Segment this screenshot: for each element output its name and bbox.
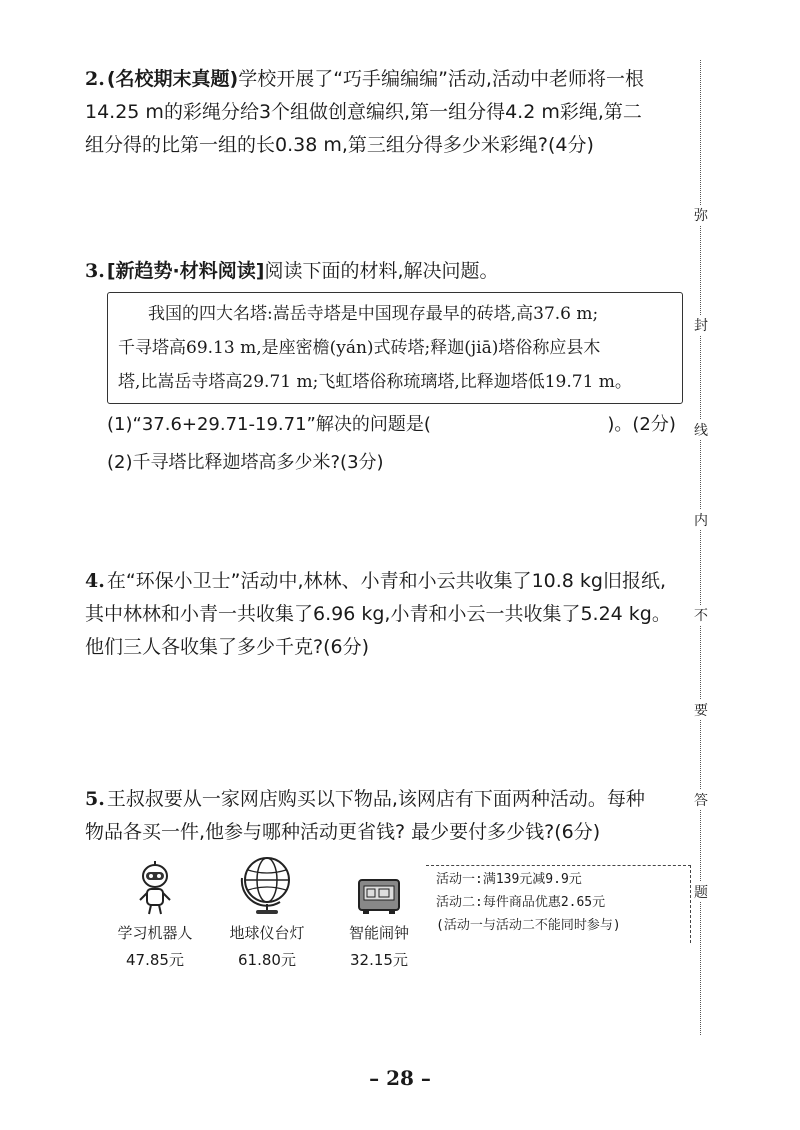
page-number: – 28 – bbox=[369, 1066, 431, 1090]
product-globe-lamp bbox=[212, 858, 322, 970]
seal-char: 线 bbox=[691, 420, 711, 440]
seal-char: 不 bbox=[691, 605, 711, 625]
reading-passage bbox=[107, 292, 683, 404]
question-number: 4. bbox=[85, 570, 105, 592]
question-5 bbox=[85, 783, 645, 849]
seal-char: 内 bbox=[691, 510, 711, 530]
question-text: 王叔叔要从一家网店购买以下物品,该网店有下面两种活动。每种 bbox=[106, 788, 645, 810]
question-number: 2. bbox=[85, 68, 105, 90]
sub-question-2: (2)千寻塔比释迦塔高多少米?(3分) bbox=[107, 452, 384, 473]
seal-char: 答 bbox=[691, 790, 711, 810]
passage-line: 千寻塔高69.13 m,是座密檐(yán)式砖塔;释迦(jiā)塔俗称应县木 bbox=[118, 338, 601, 358]
question-number: 3. bbox=[85, 260, 105, 282]
question-text: 组分得的比第一组的长0.38 m,第三组分得多少米彩绳?(4分) bbox=[85, 134, 594, 156]
question-tag: [新趋势·材料阅读] bbox=[106, 260, 265, 282]
alarm-clock-icon bbox=[324, 858, 434, 916]
activity-box bbox=[426, 865, 691, 943]
question-text: 学校开展了“巧手编编编”活动,活动中老师将一根 bbox=[238, 68, 644, 90]
sub-question-points: )。(2分) bbox=[607, 414, 676, 435]
seal-char: 题 bbox=[691, 882, 711, 902]
question-text: 在“环保小卫士”活动中,林林、小青和小云共收集了10.8 kg旧报纸, bbox=[106, 570, 667, 592]
product-price: 32.15元 bbox=[350, 951, 408, 969]
question-text: 其中林林和小青一共收集了6.96 kg,小青和小云一共收集了5.24 kg。 bbox=[85, 603, 671, 625]
product-price: 61.80元 bbox=[238, 951, 296, 969]
product-price: 47.85元 bbox=[126, 951, 184, 969]
seal-char: 弥 bbox=[691, 205, 711, 225]
question-3 bbox=[85, 255, 498, 288]
product-name: 智能闹钟 bbox=[348, 924, 409, 942]
question-number: 5. bbox=[85, 788, 105, 810]
activity-note: (活动一与活动二不能同时参与) bbox=[436, 918, 621, 933]
question-4 bbox=[85, 565, 671, 664]
product-name: 地球仪台灯 bbox=[229, 924, 305, 942]
question-tag: (名校期末真题) bbox=[106, 68, 239, 90]
question-text: 14.25 m的彩绳分给3个组做创意编织,第一组分得4.2 m彩绳,第二 bbox=[85, 101, 642, 123]
product-robot bbox=[100, 858, 210, 970]
globe-icon bbox=[212, 858, 322, 916]
question-text: 他们三人各收集了多少千克?(6分) bbox=[85, 636, 369, 658]
activity-line: 活动二:每件商品优惠2.65元 bbox=[436, 895, 606, 910]
passage-line: 我国的四大名塔:嵩岳寺塔是中国现存最早的砖塔,高37.6 m; bbox=[148, 304, 599, 324]
question-text: 阅读下面的材料,解决问题。 bbox=[264, 260, 499, 282]
sub-question-1 bbox=[107, 410, 676, 440]
passage-line: 塔,比嵩岳寺塔高29.71 m;飞虹塔俗称琉璃塔,比释迦塔低19.71 m。 bbox=[118, 372, 632, 392]
robot-icon bbox=[100, 858, 210, 916]
activity-line: 活动一:满139元减9.9元 bbox=[436, 872, 582, 887]
seal-char: 要 bbox=[691, 700, 711, 720]
question-2 bbox=[85, 63, 644, 162]
sub-question-text: (1)“37.6+29.71-19.71”解决的问题是( bbox=[107, 414, 431, 435]
question-text: 物品各买一件,他参与哪种活动更省钱? 最少要付多少钱?(6分) bbox=[85, 821, 601, 843]
product-alarm-clock bbox=[324, 858, 434, 970]
seal-char: 封 bbox=[691, 315, 711, 335]
product-name: 学习机器人 bbox=[117, 924, 193, 942]
